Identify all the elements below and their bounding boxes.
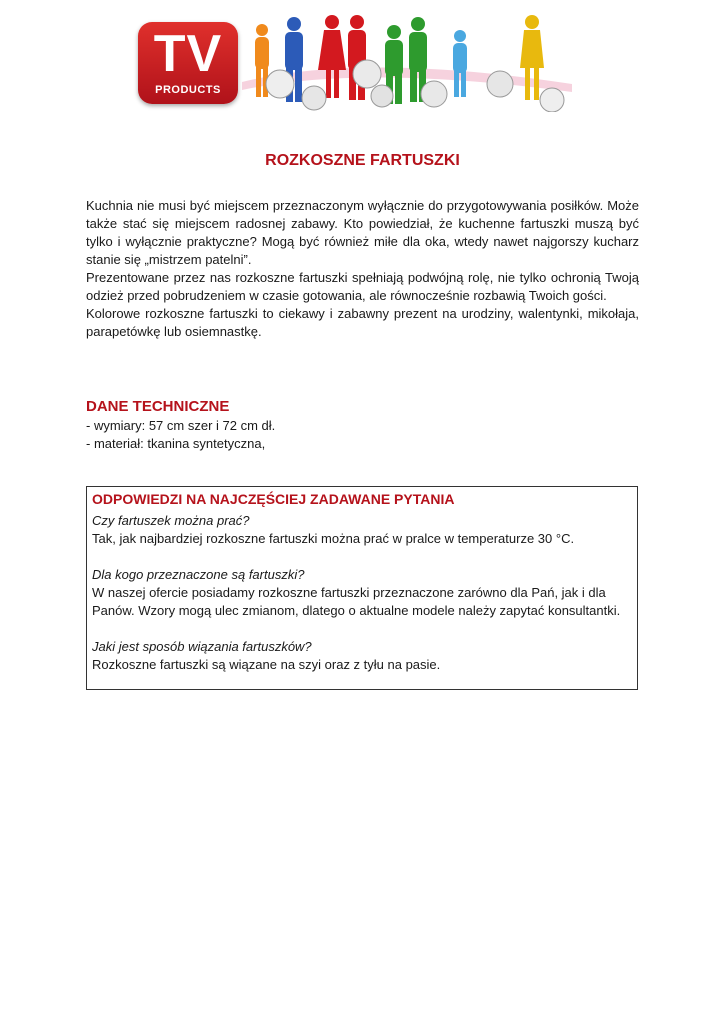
faq-item [92,512,622,548]
faq-item [92,638,622,674]
header-banner [134,12,574,112]
intro-text [86,197,639,341]
tech-item: - wymiary: 57 cm szer i 72 cm dł. [86,418,276,433]
faq-item [92,566,622,620]
intro-paragraph: Prezentowane przez nas rozkoszne fartuszki spełniają podwójną rolę, nie tylko ochronią Twoją odzież przed pobrudzeniem w czasie gotowania, ale równocześnie rozbawią Twoich gości. [86,270,639,303]
intro-paragraph: Kuchnia nie musi być miejscem przeznaczonym wyłącznie do przygotowywania posiłków. Może także stać się miejscem radosnej zabawy. Kto powiedział, że kuchenne fartuszki muszą być tylko i wyłącznie praktyczne? Mogą być również miłe dla oka, wtedy nawet najgorszy kucharz stanie się „mistrzem patelni”. [86,198,639,267]
faq-question: Dla kogo przeznaczone są fartuszki? [92,567,305,582]
tv-products-logo [138,22,238,104]
page-title: ROZKOSZNE FARTUSZKI [265,152,460,169]
faq-answer: Rozkoszne fartuszki są wiązane na szyi oraz z tyłu na pasie. [92,657,441,672]
faq-question: Czy fartuszek można prać? [92,513,250,528]
tech-heading: DANE TECHNICZNE [86,398,230,415]
people-illustration [242,12,572,112]
faq-answer: W naszej ofercie posiadamy rozkoszne fartuszki przeznaczone zarówno dla Pań, jak i dla Panów. Wzory mogą ulec zmianom, dlatego o aktualne modele należy zapytać konsultantki. [92,585,621,618]
logo-text: TV [153,25,223,83]
faq-question: Jaki jest sposób wiązania fartuszków? [92,639,312,654]
tech-item: - materiał: tkanina syntetyczna, [86,436,266,451]
faq-answer: Tak, jak najbardziej rozkoszne fartuszki można prać w pralce w temperaturze 30 °C. [92,531,575,546]
logo-subtext: PRODUCTS [155,84,221,96]
lightblue-person-figure [453,30,467,97]
tech-list [86,417,639,453]
red-person-figure [318,15,366,100]
faq-body [92,512,622,692]
faq-heading: ODPOWIEDZI NA NAJCZĘŚCIEJ ZADAWANE PYTANIA [92,491,455,507]
intro-paragraph: Kolorowe rozkoszne fartuszki to ciekawy i zabawny prezent na urodziny, walentynki, mikołaja, parapetówkę lub osiemnastkę. [86,306,639,339]
faq-box [86,486,638,690]
